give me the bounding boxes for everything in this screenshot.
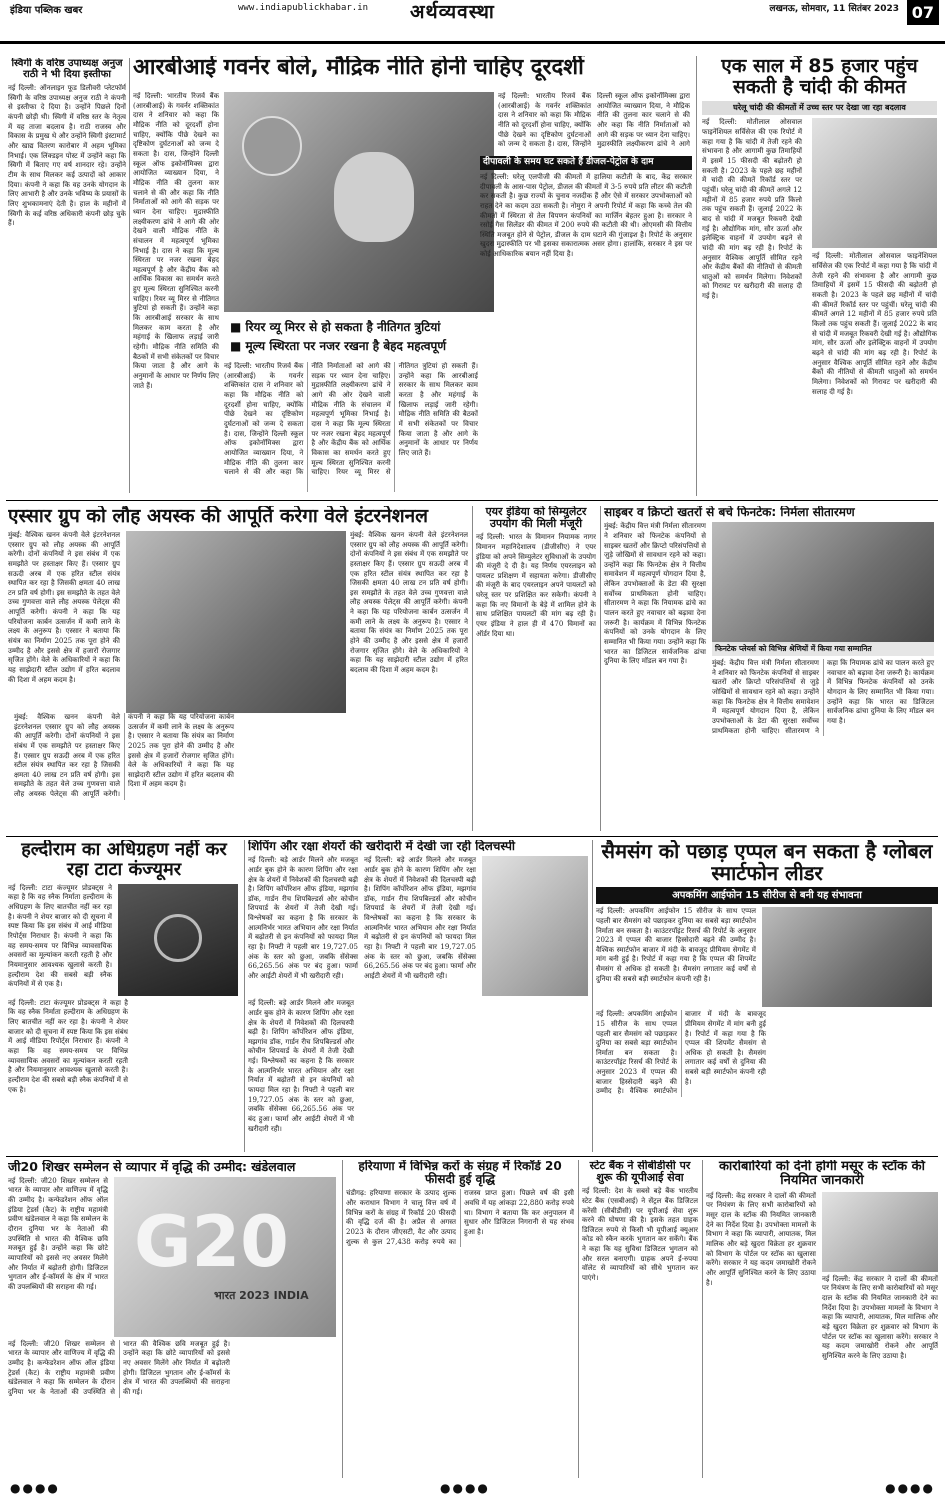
website-url[interactable]: www.indiapublickhabar.in — [238, 3, 369, 13]
headline: साइबर व क्रिप्टो खतरों से बचे फिनटेक: निर्मला सीतारमण — [604, 506, 855, 519]
rbi-bullets — [224, 316, 494, 360]
article-silver — [702, 56, 937, 496]
page-number: 07 — [907, 0, 939, 25]
article-rbi-body-right: नई दिल्ली: भारतीय रिजर्व बैंक (आरबीआई) के गवर्नर शक्तिकांत दास ने शनिवार को कहा कि मौद्रिक नीति को दूरदर्शी होना चाहिए, क्योंकि पीछे देखने का दृष्टिकोण दुर्घटनाओं को जन्म दे सकता है। दास, जिन्होंने दिल्ली स्कूल ऑफ इकोनॉमिक्स द्वारा आयोजित व्याख्यान दिया, ने मौद्रिक नीति की तुलना कार चलाने से की और कहा कि नीति निर्माताओं को आगे की सड़क पर ध्यान देना चाहिए। मुद्रास्फीति लक्ष्यीकरण ढांचे ने आगे — [498, 92, 690, 149]
article-body: नई दिल्ली: भारत के विमानन नियामक नागर विमानन महानिदेशालय (डीजीसीए) ने एयर इंडिया को अपने सिम्युलेटर सुविधाओं के उपयोग की मंजूरी दे दी है। यह निर्णय एयरलाइन को पायलट प्रशिक्षण में सहायता करेगा। डीजीसीए की मंजूरी के बाद एयरलाइन अपने पायलटों को घरेलू स्तर पर प्रशिक्षित कर सकेगी। कंपनी ने कहा कि नए विमानों के बेड़े में शामिल होने के साथ प्रशिक्षित पायलटों की मांग बढ़ रही है। एयर इंडिया ने हाल ही में 470 विमानों का ऑर्डर दिया था। — [476, 533, 596, 638]
headline: शिपिंग और रक्षा शेयरों की खरीदारी में देखी जा रही दिलचस्पी — [248, 840, 516, 853]
headline: आरबीआई गवर्नर बोले, मौद्रिक नीति होनी चाहिए दूरदर्शी — [133, 56, 584, 80]
headline: सैमसंग को पछाड़ एप्पल बन सकता है ग्लोबल स्मार्टफोन लीडर — [601, 840, 933, 885]
person-figure — [334, 152, 414, 242]
photo-caption: फिनटेक प्लेयर्स को विभिन्न श्रेणियों में किया गया सम्मानित — [712, 642, 934, 656]
article-diesel — [480, 156, 692, 496]
article-body: नई दिल्ली: मोतीलाल ओसवाल फाइनेंशियल सर्विसेज की एक रिपोर्ट में कहा गया है कि चांदी में तेजी रहने की संभावना है और आगामी कुछ तिमाहियों में इसमें 15 फीसदी की बढ़ोतरी हो सकती है। 2023 के पहले छह महीनों में चांदी की कीमतें रिकॉर्ड स्तर पर पहुंचीं। घरेलू चांदी की कीमतें अगले 12 महीनों में 85 हजार रुपये प्रति किलो तक पहुंच सकती हैं। जुलाई 2022 के बाद से चांदी में मजबूत रिकवरी देखी गई है। औद्योगिक मांग, सौर ऊर्जा और इलेक्ट्रिक वाहनों में उपयोग बढ़ने से चांदी की मांग बढ़ रही है। रिपोर्ट के अनुसार वैश्विक आपूर्ति सीमित रहने और केंद्रीय बैंकों की नीतियों से कीमती धातुओं को समर्थन मिलेगा। निवेशकों को गिरावट पर खरीदारी की सलाह दी गई है। — [702, 118, 802, 301]
article-body-cont: मुंबई: केंद्रीय वित्त मंत्री निर्मला सीतारमण ने शनिवार को फिनटेक कंपनियों से साइबर खतरों और क्रिप्टो परिसंपत्तियों से जुड़े जोखिमों से सावधान रहने को कहा। उन्होंने कहा कि फिनटेक क्षेत्र ने वित्तीय समावेशन में महत्वपूर्ण योगदान दिया है, लेकिन उपभोक्ताओं के डेटा की सुरक्षा सर्वोच्च प्राथमिकता होनी चाहिए। सीतारमण ने कहा कि नियामक ढांचे का पालन करते हुए नवाचार को बढ़ावा देना जरूरी है। कार्यक्रम में विभिन्न फिनटेक कंपनियों को उनके योगदान के लिए सम्मानित भी किया गया। उन्होंने कहा कि भारत का डिजिटल सार्वजनिक ढांचा दुनिया के लिए मॉडल बन गया है। — [712, 659, 934, 735]
headline: जी20 शिखर सम्मेलन से व्यापार में वृद्धि की उम्मीद: खंडेलवाल — [8, 1160, 296, 1174]
article-masoor — [706, 1160, 938, 1478]
article-body: नई दिल्ली: जी20 शिखर सम्मेलन से भारत के व्यापार और वाणिज्य में वृद्धि की उम्मीद है। कन्फेडरेशन ऑफ ऑल इंडिया ट्रेडर्स (कैट) के राष्ट्रीय महामंत्री प्रवीण खंडेलवाल ने कहा कि सम्मेलन के दौरान दुनिया भर के नेताओं की उपस्थिति से भारत की वैश्विक छवि मजबूत हुई है। उन्होंने कहा कि छोटे व्यापारियों को इससे नए अवसर मिलेंगे और निर्यात में बढ़ोतरी होगी। डिजिटल भुगतान और ई-कॉमर्स के क्षेत्र में भारत की उपलब्धियों की सराहना की गई। — [8, 1176, 108, 1291]
article-body-cont: नई दिल्ली: मोतीलाल ओसवाल फाइनेंशियल सर्विसेज की एक रिपोर्ट में कहा गया है कि चांदी में तेजी रहने की संभावना है और आगामी कुछ तिमाहियों में इसमें 15 फीसदी की बढ़ोतरी हो सकती है। 2023 के पहले छह महीनों में चांदी की कीमतें रिकॉर्ड स्तर पर पहुंचीं। घरेलू चांदी की कीमतें अगले 12 महीनों में 85 हजार रुपये प्रति किलो तक पहुंच सकती हैं। जुलाई 2022 के बाद से चांदी में मजबूत रिकवरी देखी गई है। औद्योगिक मांग, सौर ऊर्जा और इलेक्ट्रिक वाहनों में उपयोग बढ़ने से चांदी की मांग बढ़ रही है। रिपोर्ट के अनुसार वैश्विक आपूर्ति सीमित रहने और केंद्रीय बैंकों की नीतियों से कीमती धातुओं को समर्थन मिलेगा। निवेशकों को गिरावट पर खरीदारी की सलाह दी गई है। — [812, 252, 937, 396]
headline: स्विगी के वरिष्ठ उपाध्यक्ष अनुज राठी ने भी दिया इस्तीफा — [11, 58, 123, 80]
article-body: नई दिल्ली: अपकमिंग आईफोन 15 सीरीज के साथ एप्पल पहली बार सैमसंग को पछाड़कर दुनिया का सबसे बड़ा स्मार्टफोन निर्माता बन सकता है। काउंटरपॉइंट रिसर्च की रिपोर्ट के अनुसार 2023 में एप्पल की बाजार हिस्सेदारी बढ़ने की उम्मीद है। वैश्विक स्मार्टफोन बाजार में मंदी के बावजूद प्रीमियम सेगमेंट में मांग बनी हुई है। रिपोर्ट में कहा गया है कि एप्पल की शिपमेंट सैमसंग से अधिक हो सकती है। सैमसंग लगातार कई वर्षों से दुनिया की सबसे बड़ी स्मार्टफोन कंपनी रही है। — [596, 907, 756, 983]
article-sbi — [582, 1160, 698, 1478]
article-body-bottom: मुंबई: वैश्विक खनन कंपनी वेले इंटरनेशनल एस्सार ग्रुप को लौह अयस्क की आपूर्ति करेगी। दोनों कंपनियों ने इस संबंध में एक समझौते पर हस्ताक्षर किए हैं। एस्सार ग्रुप सऊदी अरब में एक हरित स्टील संयंत्र स्थापित कर रहा है जिसकी क्षमता 40 लाख टन प्रति वर्ष होगी। इस समझौते के तहत वेले उच्च गुणवत्ता वाले लौह अयस्क पेलेट्स की आपूर्ति करेगी। कंपनी ने कहा कि यह परियोजना कार्बन उत्सर्जन में कमी लाने के लक्ष्य के अनुरूप है। एस्सार ने बताया कि संयंत्र का निर्माण 2025 तक पूरा होने की उम्मीद है और इससे क्षेत्र में हजारों रोजगार सृजित होंगे। वेले के अधिकारियों ने कहा कि यह साझेदारी स्टील उद्योग में हरित बदलाव की दिशा में अहम कदम है। — [14, 712, 234, 799]
footer-dots-center: ●●●● — [440, 1481, 490, 1496]
article-body: नई दिल्ली: देश के सबसे बड़े बैंक भारतीय स्टेट बैंक (एसबीआई) ने सेंट्रल बैंक डिजिटल करेंसी (सीबीडीसी) पर यूपीआई सेवा शुरू करने की घोषणा की है। इसके तहत ग्राहक डिजिटल रुपये से किसी भी यूपीआई क्यूआर कोड को स्कैन करके भुगतान कर सकेंगे। बैंक ने कहा कि यह सुविधा डिजिटल भुगतान को और सरल बनाएगी। ग्राहक अपने ई-रुपया वॉलेट से व्यापारियों को सीधे भुगतान कर पाएंगे। — [582, 1187, 698, 1283]
headline: हल्दीराम का अधिग्रहण नहीं कर रहा टाटा कंज्यूमर — [21, 840, 227, 880]
section-title: अर्थव्यवस्था — [410, 1, 495, 23]
article-body-cont: नई दिल्ली: केंद्र सरकार ने दालों की कीमतों पर नियंत्रण के लिए सभी कारोबारियों को मसूर दाल के स्टॉक की नियमित जानकारी देने का निर्देश दिया है। उपभोक्ता मामलों के विभाग ने कहा कि व्यापारी, आयातक, मिल मालिक और बड़े खुदरा विक्रेता हर शुक्रवार को विभाग के पोर्टल पर स्टॉक का खुलासा करेंगे। सरकार ने यह कदम जमाखोरी रोकने और आपूर्ति सुनिश्चित करने के लिए उठाया है। — [822, 1274, 938, 1360]
article-body-cont: नई दिल्ली: टाटा कंज्यूमर प्रोडक्ट्स ने कहा है कि वह स्नैक निर्माता हल्दीराम के अधिग्रहण के लिए बातचीत नहीं कर रहा है। कंपनी ने शेयर बाजार को दी सूचना में स्पष्ट किया कि इस संबंध में आई मीडिया रिपोर्ट्स निराधार हैं। कंपनी ने कहा कि वह समय-समय पर विभिन्न व्यावसायिक अवसरों का मूल्यांकन करती रहती है और नियमानुसार आवश्यक खुलासे करती है। हल्दीराम देश की सबसे बड़ी स्नैक कंपनियों में से एक है। — [8, 998, 128, 1094]
headline: एक साल में 85 हजार पहुंच सकती है चांदी की कीमत — [721, 56, 918, 98]
article-rbi-body: नई दिल्ली: भारतीय रिजर्व बैंक (आरबीआई) के गवर्नर शक्तिकांत दास ने शनिवार को कहा कि मौद्रिक नीति को दूरदर्शी होना चाहिए, क्योंकि पीछे देखने का दृष्टिकोण दुर्घटनाओं को जन्म दे सकता है। दास, जिन्होंने दिल्ली स्कूल ऑफ इकोनॉमिक्स द्वारा आयोजित व्याख्यान दिया, ने मौद्रिक नीति की तुलना कार चलाने से की और कहा कि नीति निर्माताओं को आगे की सड़क पर ध्यान देना चाहिए। मुद्रास्फीति लक्ष्यीकरण ढांचे ने आगे की ओर देखने वाली मौद्रिक नीति के संचालन में महत्वपूर्ण भूमिका निभाई है। दास ने कहा कि मूल्य स्थिरता पर नजर रखना बेहद महत्वपूर्ण है और केंद्रीय बैंक को आर्थिक विकास का समर्थन करते हुए मूल्य स्थिरता सुनिश्चित करनी चाहिए। रियर व्यू मिरर से नीतिगत त्रुटियां हो सकती हैं। उन्होंने कहा कि आरबीआई सरकार के साथ मिलकर काम करता है और महंगाई के खिलाफ लड़ाई जारी रहेगी। मौद्रिक नीति समिति की बैठकों में सभी संकेतकों पर विचार किया जाता है और आगे के अनुमानों के आधार पर निर्णय लिए जाते हैं। — [133, 92, 219, 390]
article-samsung — [596, 840, 938, 1152]
iphone-photo — [762, 907, 932, 1007]
article-essar — [8, 506, 468, 831]
g20-image-text: भारत 2023 INDIA — [214, 1288, 309, 1302]
stock-building-photo — [482, 856, 588, 996]
article-g20 — [8, 1160, 338, 1478]
article-body: मुंबई: केंद्रीय वित्त मंत्री निर्मला सीतारमण ने शनिवार को फिनटेक कंपनियों से साइबर खतरों और क्रिप्टो परिसंपत्तियों से जुड़े जोखिमों से सावधान रहने को कहा। उन्होंने कहा कि फिनटेक क्षेत्र ने वित्तीय समावेशन में महत्वपूर्ण योगदान दिया है, लेकिन उपभोक्ताओं के डेटा की सुरक्षा सर्वोच्च प्राथमिकता होनी चाहिए। सीतारमण ने कहा कि नियामक ढांचे का पालन करते हुए नवाचार को बढ़ावा देना जरूरी है। कार्यक्रम में विभिन्न फिनटेक कंपनियों को उनके योगदान के लिए सम्मानित भी किया गया। उन्होंने कहा कि भारत का डिजिटल सार्वजनिक ढांचा दुनिया के लिए मॉडल बन गया है। — [604, 522, 706, 666]
rbi-governor-photo — [224, 92, 494, 312]
tata-logo-photo — [118, 884, 238, 996]
article-body-cont: नई दिल्ली: जी20 शिखर सम्मेलन से भारत के व्यापार और वाणिज्य में वृद्धि की उम्मीद है। कन्फेडरेशन ऑफ ऑल इंडिया ट्रेडर्स (कैट) के राष्ट्रीय महामंत्री प्रवीण खंडेलवाल ने कहा कि सम्मेलन के दौरान दुनिया भर के नेताओं की उपस्थिति से भारत की वैश्विक छवि मजबूत हुई है। उन्होंने कहा कि छोटे व्यापारियों को इससे नए अवसर मिलेंगे और निर्यात में बढ़ोतरी होगी। डिजिटल भुगतान और ई-कॉमर्स के क्षेत्र में भारत की उपलब्धियों की सराहना की गई। — [8, 1339, 230, 1397]
headline: दीपावली के समय घट सकते हैं डीजल-पेट्रोल के दाम — [480, 156, 692, 170]
article-body: नई दिल्ली: ऑनलाइन फूड डिलीवरी प्लेटफॉर्म स्विगी के वरिष्ठ उपाध्यक्ष अनुज राठी ने कंपनी से इस्तीफा दे दिया है। उन्होंने पिछले दिनों कंपनी छोड़ी थी। स्विगी में वरिष्ठ स्तर के नेतृत्व में यह ताजा बदलाव है। राठी राजस्व और विकास के प्रमुख थे और उन्होंने स्विगी इंस्टामार्ट और खाद्य वितरण कारोबार में अहम भूमिका निभाई। एक लिंक्डइन पोस्ट में उन्होंने कहा कि स्विगी में बिताए गए वर्ष शानदार रहे। उन्होंने टीम के साथ मिलकर कई उत्पादों को आकार दिया। कंपनी ने कहा कि वह उनके योगदान के लिए आभारी है और उनके भविष्य के प्रयासों के लिए शुभकामनाएं देती है। हाल के महीनों में स्विगी के कई वरिष्ठ अधिकारी कंपनी छोड़ चुके हैं। — [8, 84, 126, 228]
article-simulator — [476, 506, 596, 831]
article-body: नई दिल्ली: केंद्र सरकार ने दालों की कीमतों पर नियंत्रण के लिए सभी कारोबारियों को मसूर दाल के स्टॉक की नियमित जानकारी देने का निर्देश दिया है। उपभोक्ता मामलों के विभाग ने कहा कि व्यापारी, आयातक, मिल मालिक और बड़े खुदरा विक्रेता हर शुक्रवार को विभाग के पोर्टल पर स्टॉक का खुलासा करेंगे। सरकार ने यह कदम जमाखोरी रोकने और आपूर्ति सुनिश्चित करने के लिए उठाया है। — [706, 1191, 816, 1287]
page-header — [0, 0, 945, 44]
article-body-right: नई दिल्ली: बड़े आर्डर मिलने और मजबूत आर्डर बुक होने के कारण शिपिंग और रक्षा क्षेत्र के शेयरों में निवेशकों की दिलचस्पी बढ़ी है। शिपिंग कॉर्पोरेशन ऑफ इंडिया, मझगांव डॉक, गार्डन रीच शिपबिल्डर्स और कोचीन शिपयार्ड के शेयरों में तेजी देखी गई। विश्लेषकों का कहना है कि सरकार के आत्मनिर्भर भारत अभियान और रक्षा निर्यात में बढ़ोतरी से इन कंपनियों को फायदा मिल रहा है। निफ्टी ने पहली बार 19,727.05 अंक के स्तर को छुआ, जबकि सेंसेक्स 66,265.56 अंक पर बंद हुआ। फार्मा और आईटी शेयरों में भी खरीदारी रही। — [248, 999, 354, 1133]
article-resignation — [8, 58, 126, 498]
article-haryana — [346, 1160, 574, 1478]
article-fintech — [604, 506, 938, 831]
article-body: चंडीगढ़: हरियाणा सरकार के उत्पाद शुल्क और कराधान विभाग ने चालू वित्त वर्ष में विभिन्न करों के संग्रह में रिकॉर्ड 20 फीसदी की वृद्धि दर्ज की है। अप्रैल से अगस्त 2023 के दौरान जीएसटी, वैट और उत्पाद शुल्क से कुल 27,438 करोड़ रुपये का राजस्व प्राप्त हुआ। पिछले वर्ष की इसी अवधि में यह आंकड़ा 22,880 करोड़ रुपये था। विभाग ने बताया कि कर अनुपालन में सुधार और डिजिटल निगरानी से यह संभव हुआ है। — [346, 1189, 574, 1246]
tata-logo-icon — [154, 914, 202, 962]
headline: एस्सार ग्रुप को लौह अयस्क की आपूर्ति करेगा वेले इंटरनेशनल — [8, 506, 429, 527]
headline: हरियाणा में विभिन्न करों के संग्रह में रिकॉर्ड 20 फीसदी हुई वृद्धि — [358, 1160, 562, 1187]
article-body-right: मुंबई: वैश्विक खनन कंपनी वेले इंटरनेशनल एस्सार ग्रुप को लौह अयस्क की आपूर्ति करेगी। दोनों कंपनियों ने इस संबंध में एक समझौते पर हस्ताक्षर किए हैं। एस्सार ग्रुप सऊदी अरब में एक हरित स्टील संयंत्र स्थापित कर रहा है जिसकी क्षमता 40 लाख टन प्रति वर्ष होगी। इस समझौते के तहत वेले उच्च गुणवत्ता वाले लौह अयस्क पेलेट्स की आपूर्ति करेगी। कंपनी ने कहा कि यह परियोजना कार्बन उत्सर्जन में कमी लाने के लक्ष्य के अनुरूप है। एस्सार ने बताया कि संयंत्र का निर्माण 2025 तक पूरा होने की उम्मीद है और इससे क्षेत्र में हजारों रोजगार सृजित होंगे। वेले के अधिकारियों ने कहा कि यह साझेदारी स्टील उद्योग में हरित बदलाव की दिशा में अहम कदम है। — [350, 530, 468, 675]
paper-name: इंडिया पब्लिक खबर — [10, 5, 83, 16]
silver-bars-photo — [812, 118, 937, 248]
bullet-2: ■ मूल्य स्थिरता पर नजर रखना है बेहद महत्वपूर्ण — [224, 338, 494, 357]
article-body-mid: नई दिल्ली: बड़े आर्डर मिलने और मजबूत आर्डर बुक होने के कारण शिपिंग और रक्षा क्षेत्र के शेयरों में निवेशकों की दिलचस्पी बढ़ी है। शिपिंग कॉर्पोरेशन ऑफ इंडिया, मझगांव डॉक, गार्डन रीच शिपबिल्डर्स और कोचीन शिपयार्ड के शेयरों में तेजी देखी गई। विश्लेषकों का कहना है कि सरकार के आत्मनिर्भर भारत अभियान और रक्षा निर्यात में बढ़ोतरी से इन कंपनियों को फायदा मिल रहा है। निफ्टी ने पहली बार 19,727.05 अंक के स्तर को छुआ, जबकि सेंसेक्स 66,265.56 अंक पर बंद हुआ। फार्मा और आईटी शेयरों में भी खरीदारी रही। — [364, 856, 476, 981]
article-shipping — [248, 840, 588, 1152]
article-rbi-body-cont: नई दिल्ली: भारतीय रिजर्व बैंक (आरबीआई) के गवर्नर शक्तिकांत दास ने शनिवार को कहा कि मौद्रिक नीति को दूरदर्शी होना चाहिए, क्योंकि पीछे देखने का दृष्टिकोण दुर्घटनाओं को जन्म दे सकता है। दास, जिन्होंने दिल्ली स्कूल ऑफ इकोनॉमिक्स द्वारा आयोजित व्याख्यान दिया, ने मौद्रिक नीति की तुलना कार चलाने से की और कहा कि नीति निर्माताओं को आगे की सड़क पर ध्यान देना चाहिए। मुद्रास्फीति लक्ष्यीकरण ढांचे ने आगे की ओर देखने वाली मौद्रिक नीति के संचालन में महत्वपूर्ण भूमिका निभाई है। दास ने कहा कि मूल्य स्थिरता पर नजर रखना बेहद महत्वपूर्ण है और केंद्रीय बैंक को आर्थिक विकास का समर्थन करते हुए मूल्य स्थिरता सुनिश्चित करनी चाहिए। रियर व्यू मिरर से नीतिगत त्रुटियां हो सकती हैं। उन्होंने कहा कि आरबीआई सरकार के साथ मिलकर काम करता है और महंगाई के खिलाफ लड़ाई जारी रहेगी। मौद्रिक नीति समिति की बैठकों में सभी संकेतकों पर विचार किया जाता है और आगे के अनुमानों के आधार पर निर्णय लिए जाते हैं। — [224, 362, 478, 477]
lentils-photo — [822, 1192, 938, 1272]
headline: एयर इंडिया को सिम्युलेटर उपयोग की मिली मंजूरी — [485, 506, 587, 531]
article-body: नई दिल्ली: बड़े आर्डर मिलने और मजबूत आर्डर बुक होने के कारण शिपिंग और रक्षा क्षेत्र के शेयरों में निवेशकों की दिलचस्पी बढ़ी है। शिपिंग कॉर्पोरेशन ऑफ इंडिया, मझगांव डॉक, गार्डन रीच शिपबिल्डर्स और कोचीन शिपयार्ड के शेयरों में तेजी देखी गई। विश्लेषकों का कहना है कि सरकार के आत्मनिर्भर भारत अभियान और रक्षा निर्यात में बढ़ोतरी से इन कंपनियों को फायदा मिल रहा है। निफ्टी ने पहली बार 19,727.05 अंक के स्तर को छुआ, जबकि सेंसेक्स 66,265.56 अंक पर बंद हुआ। फार्मा और आईटी शेयरों में भी खरीदारी रही। — [248, 856, 358, 981]
article-tata — [8, 840, 240, 1152]
footer-dots-right: ●●●● — [885, 1481, 935, 1496]
g20-logo-photo — [114, 1177, 336, 1337]
article-body-cont: नई दिल्ली: अपकमिंग आईफोन 15 सीरीज के साथ एप्पल पहली बार सैमसंग को पछाड़कर दुनिया का सबसे बड़ा स्मार्टफोन निर्माता बन सकता है। काउंटरपॉइंट रिसर्च की रिपोर्ट के अनुसार 2023 में एप्पल की बाजार हिस्सेदारी बढ़ने की उम्मीद है। वैश्विक स्मार्टफोन बाजार में मंदी के बावजूद प्रीमियम सेगमेंट में मांग बनी हुई है। रिपोर्ट में कहा गया है कि एप्पल की शिपमेंट सैमसंग से अधिक हो सकती है। सैमसंग लगातार कई वर्षों से दुनिया की सबसे बड़ी स्मार्टफोन कंपनी रही है। — [596, 1010, 766, 1096]
deck: घरेलू चांदी की कीमतों में उच्च स्तर पर देखा जा रहा बदलाव — [702, 101, 937, 116]
dateline: लखनऊ, सोमवार, 11 सितंबर 2023 — [769, 4, 899, 14]
rbi-seal-icon — [242, 116, 302, 176]
article-body: नई दिल्ली: टाटा कंज्यूमर प्रोडक्ट्स ने कहा है कि वह स्नैक निर्माता हल्दीराम के अधिग्रहण के लिए बातचीत नहीं कर रहा है। कंपनी ने शेयर बाजार को दी सूचना में स्पष्ट किया कि इस संबंध में आई मीडिया रिपोर्ट्स निराधार हैं। कंपनी ने कहा कि वह समय-समय पर विभिन्न व्यावसायिक अवसरों का मूल्यांकन करती रहती है और नियमानुसार आवश्यक खुलासे करती है। हल्दीराम देश की सबसे बड़ी स्नैक कंपनियों में से एक है। — [8, 883, 112, 989]
g20-logo-icon: G20 — [134, 1200, 289, 1283]
headline: स्टेट बैंक ने सीबीडीसी पर शुरू की यूपीआई सेवा — [589, 1160, 691, 1185]
article-rbi-headline — [133, 56, 693, 88]
article-body: नई दिल्ली: घरेलू एलपीजी की कीमतों में हालिया कटौती के बाद, केंद्र सरकार दीपावली के आस-पास पेट्रोल, डीजल की कीमतों में 3-5 रुपये प्रति लीटर की कटौती कर सकती है। कुछ राज्यों के चुनाव नजदीक हैं और ऐसे में सरकार उपभोक्ताओं को राहत देने का कदम उठा सकती है। नोमुरा ने अपनी रिपोर्ट में कहा कि कच्चे तेल की कीमतों में स्थिरता से तेल विपणन कंपनियों का मार्जिन बेहतर हुआ है। सरकार ने रसोई गैस सिलेंडर की कीमत में 200 रुपये की कटौती की थी। ओएमसी की वित्तीय स्थिति मजबूत होने से पेट्रोल, डीजल के दाम घटाने की गुंजाइश है। रिपोर्ट के अनुसार खुदरा मुद्रास्फीति पर भी इसका सकारात्मक असर होगा। हालांकि, सरकार ने इस पर कोई आधिकारिक बयान नहीं दिया है। — [480, 172, 692, 259]
article-body: मुंबई: वैश्विक खनन कंपनी वेले इंटरनेशनल एस्सार ग्रुप को लौह अयस्क की आपूर्ति करेगी। दोनों कंपनियों ने इस संबंध में एक समझौते पर हस्ताक्षर किए हैं। एस्सार ग्रुप सऊदी अरब में एक हरित स्टील संयंत्र स्थापित कर रहा है जिसकी क्षमता 40 लाख टन प्रति वर्ष होगी। इस समझौते के तहत वेले उच्च गुणवत्ता वाले लौह अयस्क पेलेट्स की आपूर्ति करेगी। कंपनी ने कहा कि यह परियोजना कार्बन उत्सर्जन में कमी लाने के लक्ष्य के अनुरूप है। एस्सार ने बताया कि संयंत्र का निर्माण 2025 तक पूरा होने की उम्मीद है और इससे क्षेत्र में हजारों रोजगार सृजित होंगे। वेले के अधिकारियों ने कहा कि यह साझेदारी स्टील उद्योग में हरित बदलाव की दिशा में अहम कदम है। — [8, 530, 120, 684]
footer-dots-left: ●●●● — [10, 1481, 60, 1496]
iron-ore-photo — [126, 531, 346, 713]
headline: कारोबारियों को देनी होगी मसूर के स्टॉक की नियमित जानकारी — [718, 1160, 926, 1189]
fintech-awards-photo — [712, 522, 934, 642]
bullet-1: ■ रियर व्यू मिरर से हो सकता है नीतिगत त्रुटियां — [224, 316, 494, 338]
deck: अपकमिंग आईफोन 15 सीरीज से बनी यह संभावना — [596, 887, 938, 904]
